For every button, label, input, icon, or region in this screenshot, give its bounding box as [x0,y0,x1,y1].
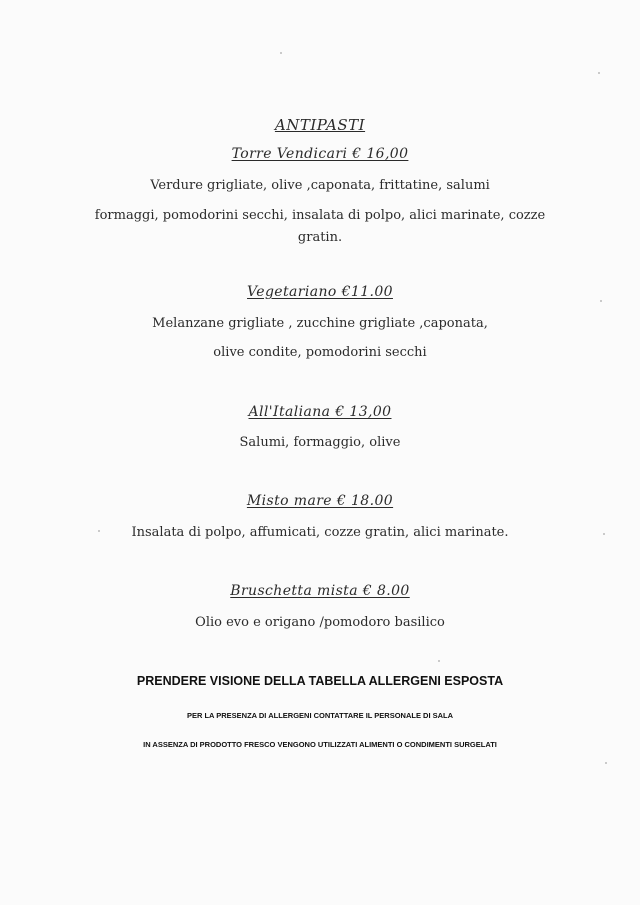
dish-desc-torre-vendicari-2: formaggi, pomodorini secchi, insalata di polpo, alici marinate, cozze gratin. [94,208,546,245]
scan-speck [438,660,440,662]
dish-desc-misto-mare: Insalata di polpo, affumicati, cozze gratin, alici marinate. [131,525,509,540]
dish-title-vegetariano: Vegetariano €11.00 [247,284,393,300]
dish-title-bruschetta-mista: Bruschetta mista € 8.00 [230,583,410,599]
dish-desc-vegetariano-2: olive condite, pomodorini secchi [213,345,427,360]
allergen-table-notice: PRENDERE VISIONE DELLA TABELLA ALLERGENI ESPOSTA [136,674,504,688]
scan-speck [600,300,602,302]
dish-title-torre-vendicari: Torre Vendicari € 16,00 [231,146,409,162]
scan-speck [605,762,607,764]
scan-speck [603,533,605,535]
dish-title-misto-mare: Misto mare € 18.00 [246,493,394,509]
scan-speck [280,52,282,54]
frozen-products-notice: IN ASSENZA DI PRODOTTO FRESCO VENGONO UTILIZZATI ALIMENTI O CONDIMENTI SURGELATI [143,740,497,749]
allergen-staff-notice: PER LA PRESENZA DI ALLERGENI CONTATTARE IL PERSONALE DI SALA [186,711,454,720]
scan-speck [98,530,100,532]
dish-desc-torre-vendicari-1: Verdure grigliate, olive ,caponata, frittatine, salumi [150,178,490,193]
dish-desc-bruschetta-mista: Olio evo e origano /pomodoro basilico [195,615,445,630]
scan-speck [598,72,600,74]
dish-desc-all-italiana: Salumi, formaggio, olive [239,435,401,450]
dish-desc-vegetariano-1: Melanzane grigliate , zucchine grigliate ,caponata, [152,316,488,331]
section-title: ANTIPASTI [274,116,366,134]
dish-title-all-italiana: All'Italiana € 13,00 [248,404,392,420]
